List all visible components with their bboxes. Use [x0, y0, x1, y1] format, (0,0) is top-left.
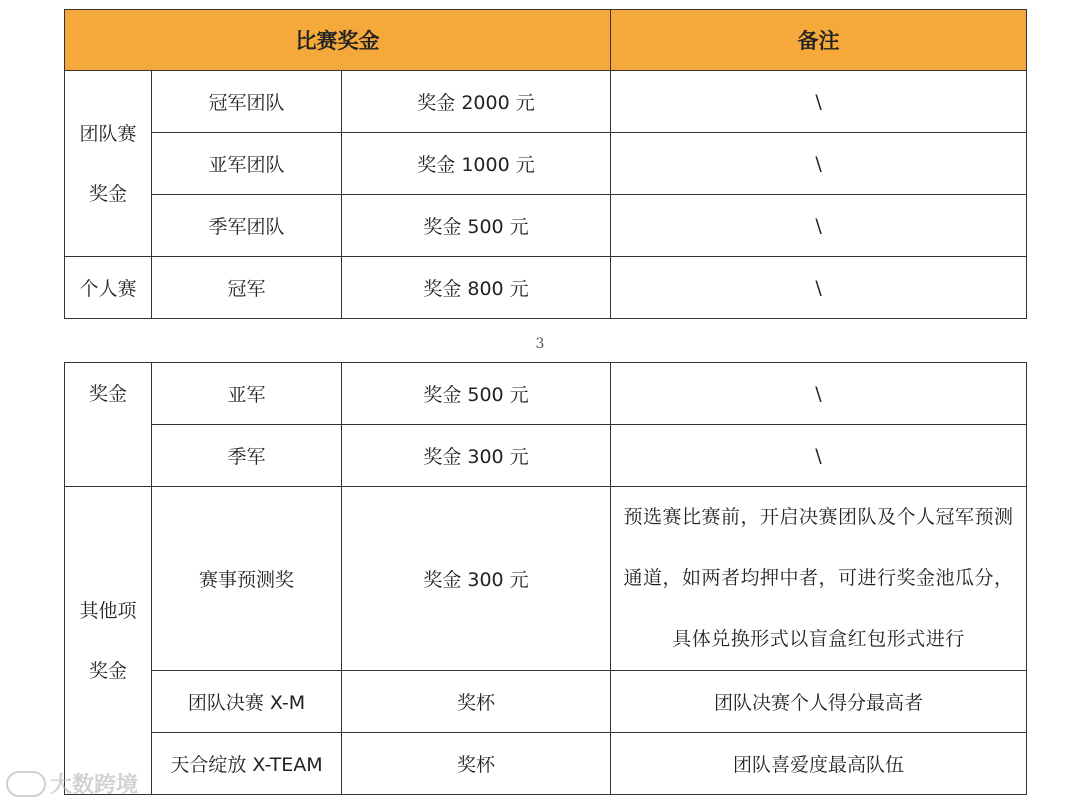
table-row [65, 733, 1027, 795]
row-amount: 奖金 1000 元 [342, 133, 611, 195]
row-amount: 奖杯 [342, 671, 611, 733]
table-row [65, 195, 1027, 257]
logo-icon [6, 771, 46, 797]
row-note: \ [611, 133, 1027, 195]
row-name: 团队决赛 X-M [152, 671, 342, 733]
row-amount: 奖金 500 元 [342, 363, 611, 425]
row-amount: 奖金 800 元 [342, 257, 611, 319]
row-name: 季军团队 [152, 195, 342, 257]
watermark [6, 768, 138, 799]
team-prize-group-label: 团队赛 奖金 [65, 71, 152, 257]
row-note: 团队决赛个人得分最高者 [611, 671, 1027, 733]
row-note: \ [611, 195, 1027, 257]
row-note: \ [611, 257, 1027, 319]
watermark-text: 大数跨境 [50, 773, 139, 798]
row-name: 亚军团队 [152, 133, 342, 195]
prediction-note: 预选赛比赛前，开启决赛团队及个人冠军预测通道，如两者均押中者，可进行奖金池瓜分，具体兑换形式以盲盒红包形式进行 [611, 487, 1027, 671]
row-note: \ [611, 363, 1027, 425]
row-name: 天合绽放 X-TEAM [152, 733, 342, 795]
table-row [65, 671, 1027, 733]
row-name: 季军 [152, 425, 342, 487]
table-row [65, 363, 1027, 425]
table-row [65, 133, 1027, 195]
row-amount: 奖金 300 元 [342, 425, 611, 487]
page-number: 3 [535, 336, 545, 352]
header-prize: 比赛奖金 [65, 10, 611, 71]
row-note: \ [611, 71, 1027, 133]
header-note: 备注 [611, 10, 1027, 71]
prize-group-label: 奖金 [65, 363, 152, 487]
row-amount: 奖杯 [342, 733, 611, 795]
row-name: 赛事预测奖 [152, 487, 342, 671]
row-note: \ [611, 425, 1027, 487]
table-row [65, 257, 1027, 319]
row-amount: 奖金 2000 元 [342, 71, 611, 133]
other-prize-group-label: 其他项 奖金 [65, 487, 152, 795]
table-row [65, 487, 1027, 671]
row-amount: 奖金 300 元 [342, 487, 611, 671]
row-amount: 奖金 500 元 [342, 195, 611, 257]
prize-table-top [64, 9, 1027, 319]
table-row [65, 425, 1027, 487]
individual-group-label: 个人赛 [65, 257, 152, 319]
row-name: 冠军团队 [152, 71, 342, 133]
row-name: 冠军 [152, 257, 342, 319]
row-note: 团队喜爱度最高队伍 [611, 733, 1027, 795]
table-header-row [65, 10, 1027, 71]
prize-table-bottom [64, 362, 1027, 795]
table-row [65, 71, 1027, 133]
row-name: 亚军 [152, 363, 342, 425]
